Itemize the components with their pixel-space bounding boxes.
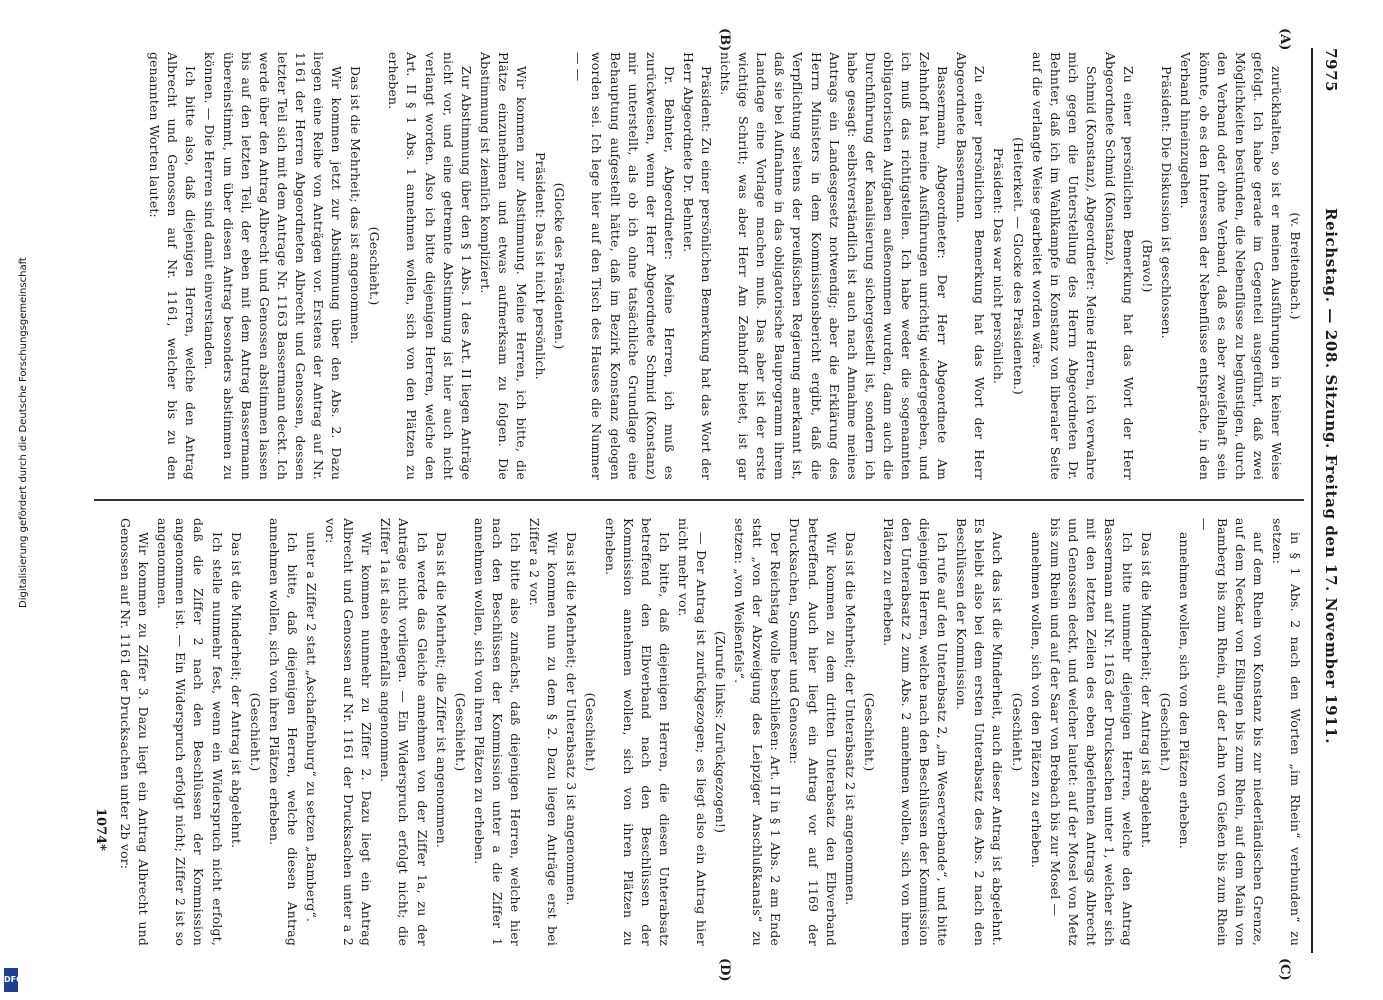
paragraph: Das ist die Mehrheit; der Unterabsatz 3 ist angenommen. bbox=[564, 532, 580, 906]
paragraph: Ich werde das Gleiche annehmen von der Ziffer 1a, zu der Anträge nicht vorliegen. — Ein Widerspruch erfolgt nicht; die Ziffer 1a ist also ebenfalls angenommen. bbox=[378, 518, 430, 946]
paragraph: unter a Ziffer 2 statt „Aschaffenburg“ zu setzen „Bamberg“. bbox=[304, 532, 320, 923]
paragraph: annehmen wollen, sich von den Plätzen zu erheben. bbox=[1028, 532, 1044, 869]
paragraph: (Geschieht.) bbox=[247, 692, 263, 772]
margin-mark-a: (A) bbox=[1277, 28, 1292, 51]
paragraph: Wir kommen zur Abstimmung. Meine Herren, ich bitte, die Plätze einzunehmen und etwas aufmerksam zu folgen. Die Abstimmung ist ziemlich kompliziert. bbox=[477, 52, 530, 480]
dfg-credit-text: Digitalisierung gefördert durch die Deutsche Forschungsgemeinschaft bbox=[18, 257, 29, 608]
paragraph: — Der Antrag ist zurückgezogen; es liegt also ein Antrag hier nicht mehr vor. bbox=[675, 518, 709, 946]
page-number-left: 7975 bbox=[1322, 48, 1340, 93]
running-header bbox=[1318, 48, 1340, 953]
paragraph: auf dem Rhein von Konstanz bis zur niederländischen Grenze, auf dem Neckar von Eßlingen bis zum Rhein, auf dem Main von Bamberg bis zum Rhein, auf der Lahn von Gießen bis zum Rhein — bbox=[1196, 518, 1266, 946]
column-divider bbox=[94, 499, 1304, 501]
paragraph: (Bravo!) bbox=[1140, 239, 1156, 293]
paragraph: zurückhalten, so ist er meinen Ausführungen in keiner Weise gefolgt. Ich habe gerade im Gegenteil ausgeführt, daß zwei Möglichkeiten bestünden, die Nebenflüsse zu begünstigen, durch den Verband oder ohne Verband, daß es aber zweifelhaft sein könnte, ob es den Interessen der Nebenflüsse entspräche, in den Verband hineinzugehen. bbox=[1178, 52, 1284, 480]
paragraph: Präsident: Das ist nicht persönlich. bbox=[533, 152, 549, 380]
paragraph: Das ist die Mehrheit; das ist angenommen. bbox=[348, 66, 364, 345]
paragraph: (Heiterkeit. — Glocke des Präsidenten.) bbox=[1010, 137, 1026, 395]
paragraph: Wir kommen nun zu dem § 2. Dazu liegen Anträge erst bei Ziffer a 2 vor. bbox=[527, 518, 561, 946]
paragraph: Das ist die Mehrheit; die Ziffer ist angenommen. bbox=[433, 532, 449, 849]
paragraph: (v. Breitenbach.) bbox=[1288, 212, 1303, 320]
right-text-column bbox=[94, 518, 1304, 946]
paragraph: Wir kommen jetzt zur Abstimmung über den Abs. 2. Dazu liegen eine Reihe von Anträgen vor. Erstens der Antrag auf Nr. 1161 der Herren Abgeordneten Albrecht und Genossen, dessen letzter Teil sich mit dem Antrage Nr. 1163 Bassermann deckt. Ich werde über den Antrag Albrecht und Genossen abstimmen lassen bis auf den letzten Teil, der eben mit dem Antrag Bassermann übereinstimmt, um über diesen Antrag besonders abstimmen zu können. — Die Herren sind damit einverstanden. bbox=[202, 52, 345, 480]
paragraph: Das ist die Mehrheit; der Unterabsatz 2 ist angenommen. bbox=[842, 532, 858, 906]
page-number-footer: 1074* bbox=[93, 808, 108, 851]
paragraph: Präsident: Die Diskussion ist geschlossen. bbox=[1159, 66, 1175, 339]
paragraph: (Geschieht.) bbox=[367, 226, 383, 306]
paragraph: Der Reichstag wolle beschließen: Art. II in § 1 Abs. 2 am Ende statt „von der Abzweigung des Leipziger Anschlußkanals“ zu setzen: „von Weißenfels“. bbox=[732, 518, 784, 946]
paragraph: Wir kommen zu Ziffer 3. Dazu liegt ein Antrag Albrecht und Genossen auf Nr. 1161 der Drucksachen unter 2b vor: bbox=[118, 518, 152, 946]
paragraph: Ich stelle nunmehr fest, wenn ein Widerspruch nicht erfolgt, daß die Ziffer 2 nach den Beschlüssen der Kommission angenommen ist. — Ein Widerspruch erfolgt nicht; Ziffer 2 ist so angenommen. bbox=[155, 518, 225, 946]
paragraph: (Glocke des Präsidenten.) bbox=[552, 182, 568, 350]
paragraph: Bassermann, Abgeordneter: Der Herr Abgeordnete Am Zehnhoff hat meine Ausführungen unrichtig wiedergegeben, und ich muß das richtigstellen. Ich habe weder die sogenannten obligatorischen Aufgaben außenommen wurden, dann auch die Durchführung der Kanalisierung sichergestellt ist, sondern ich habe gesagt: selbstverständlich ist auch nach Annahme meines Antrags ein Landesgesetz notwendig; aber die Erklärung des Herrn Ministers in dem Kommissionsbericht ergibt, daß die Verpflichtung seitens der preußischen Regierung anerkannt ist, daß sie bei Aufnahme in das obligatorische Bauprogramm ihrem Landtage eine Vorlage machen muß. Das aber ist der erste wichtige Schritt; was aber Herr Am Zehnhoff bietet, ist gar nichts. bbox=[718, 52, 951, 480]
left-text-column bbox=[94, 52, 1304, 480]
dfg-logo: DFG bbox=[4, 968, 18, 992]
paragraph: (Geschieht.) bbox=[861, 692, 877, 772]
paragraph: Zu einer persönlichen Bemerkung hat das Wort der Herr Abgeordnete Schmid (Konstanz). bbox=[1103, 52, 1137, 480]
margin-mark-b: (B) bbox=[717, 28, 732, 52]
margin-mark-d: (D) bbox=[717, 958, 732, 982]
running-title: Reichstag. — 208. Sitzung. Freitag den 17. November 1911. bbox=[1322, 208, 1340, 745]
paragraph: in § 1 Abs. 2 nach den Worten „im Rhein“ verbunden“ zu setzen: bbox=[1269, 518, 1303, 946]
paragraph: Ich rufe auf den Unterabsatz 2, „im Weserverbande“, und bitte diejenigen Herren, welche nach den Beschlüssen der Kommission den Unterabsatz 2 zum Abs. 2 annehmen wollen, sich von ihren Plätzen zu erheben. bbox=[880, 518, 951, 946]
paragraph: Ich bitte, daß diejenigen Herren, welche diesen Antrag annehmen wollen, sich von ihren Plätzen erheben. bbox=[266, 518, 300, 946]
paragraph: Ich bitte, daß diejenigen Herren, die diesen Unterabsatz betreffend den Elbverband nach den Beschlüssen der Kommission annehmen wollen, sich von ihren Plätzen zu erheben. bbox=[602, 518, 672, 946]
paragraph: Zu einer persönlichen Bemerkung hat das Wort der Herr Abgeordnete Bassermann. bbox=[954, 52, 988, 480]
paragraph: Schmid (Konstanz), Abgeordneter: Meine Herren, ich verwahre mich gegen die Unterstellung des Herrn Abgeordneten Dr. Behnter, daß ich im Wahlkampfe in Konstanz von liberaler Seite auf die verlangte Weise gearbeitet worden wäre. bbox=[1029, 52, 1099, 480]
paragraph: (Zurufe links: Zurückgezogen!) bbox=[713, 630, 729, 834]
paragraph: (Geschieht.) bbox=[1009, 692, 1025, 772]
digitization-sidebar bbox=[2, 0, 29, 1000]
paragraph: (Geschieht.) bbox=[452, 692, 468, 772]
paragraph: Dr. Behnter, Abgeordneter: Meine Herren, ich muß es zurückweisen, wenn der Herr Abgeordnete Schmid (Konstanz) mir unterstellt, als ob ich ohne tatsächliche Grundlage eine Behauptung aufgestellt hätte, daß im Bezirk Konstanz gelogen worden sei. Ich lege hier auf den Tisch des Hauses die Nummer — — bbox=[571, 52, 677, 480]
paragraph: Zur Abstimmung über den § 1 Abs. 1 des Art. II liegen Anträge nicht vor, und eine getrennte Abstimmung ist hier auch nicht verlangt worden. Also ich bitte diejenigen Herren, welche den Art. II § 1 Abs. 1 annehmen wollen, sich von den Plätzen zu erheben. bbox=[386, 52, 474, 480]
paragraph: Präsident: Zu einer persönlichen Bemerkung hat das Wort der Herr Abgeordnete Dr. Behnter. bbox=[680, 52, 714, 480]
margin-mark-c: (C) bbox=[1277, 958, 1292, 981]
paragraph: annehmen wollen, sich von den Plätzen erheben. bbox=[1177, 532, 1193, 849]
rotated-document-page bbox=[85, 28, 1340, 982]
paragraph: (Geschieht.) bbox=[583, 692, 599, 772]
paragraph: Wir kommen zu dem dritten Unterabsatz den Elbverband betreffend. Auch hier liegt ein Antrag vor auf 1169 der Drucksachen, Sommer und Genossen: bbox=[787, 518, 839, 946]
paragraph: Das ist die Minderheit; der Antrag ist abgelehnt. bbox=[228, 532, 244, 849]
header-rule bbox=[1311, 48, 1313, 953]
paragraph: Ich bitte nunmehr diejenigen Herren, welche den Antrag Bassermann auf Nr. 1163 der Drucksachen unter 1, welcher sich mit den letzten Zeilen des eben abgelehnten Antrags Albrecht und Genossen deckt, und welcher lautet: auf der Mosel von Metz bis zum Rhein und auf der Saar von Brebach bis zur Mosel — bbox=[1047, 518, 1136, 946]
paragraph: Wir kommen nunmehr zu Ziffer 2. Dazu liegt ein Antrag Albrecht und Genossen auf Nr. 1161 der Drucksachen unter a 2 vor: bbox=[323, 518, 375, 946]
paragraph: Ich bitte also, daß diejenigen Herren, welche den Antrag Albrecht und Genossen auf Nr. 1161, welcher bis zu den genannten Worten lautet: bbox=[147, 52, 199, 480]
paragraph: (Geschieht.) bbox=[1158, 692, 1174, 772]
paragraph: Präsident: Das war nicht persönlich. bbox=[991, 147, 1007, 385]
paragraph: Das ist die Minderheit; der Antrag ist abgelehnt. bbox=[1139, 532, 1155, 849]
paragraph: Ich bitte also zunächst, daß diejenigen Herren, welche hier nach den Beschlüssen der Kommission unter a die Ziffer 1 annehmen wollen, sich von ihren Plätzen zu erheben. bbox=[471, 518, 524, 946]
paragraph: Auch das ist die Minderheit, auch dieser Antrag ist abgelehnt. Es bleibt also bei dem ersten Unterabsatz des Abs. 2 nach den Beschlüssen der Kommission. bbox=[954, 518, 1006, 946]
